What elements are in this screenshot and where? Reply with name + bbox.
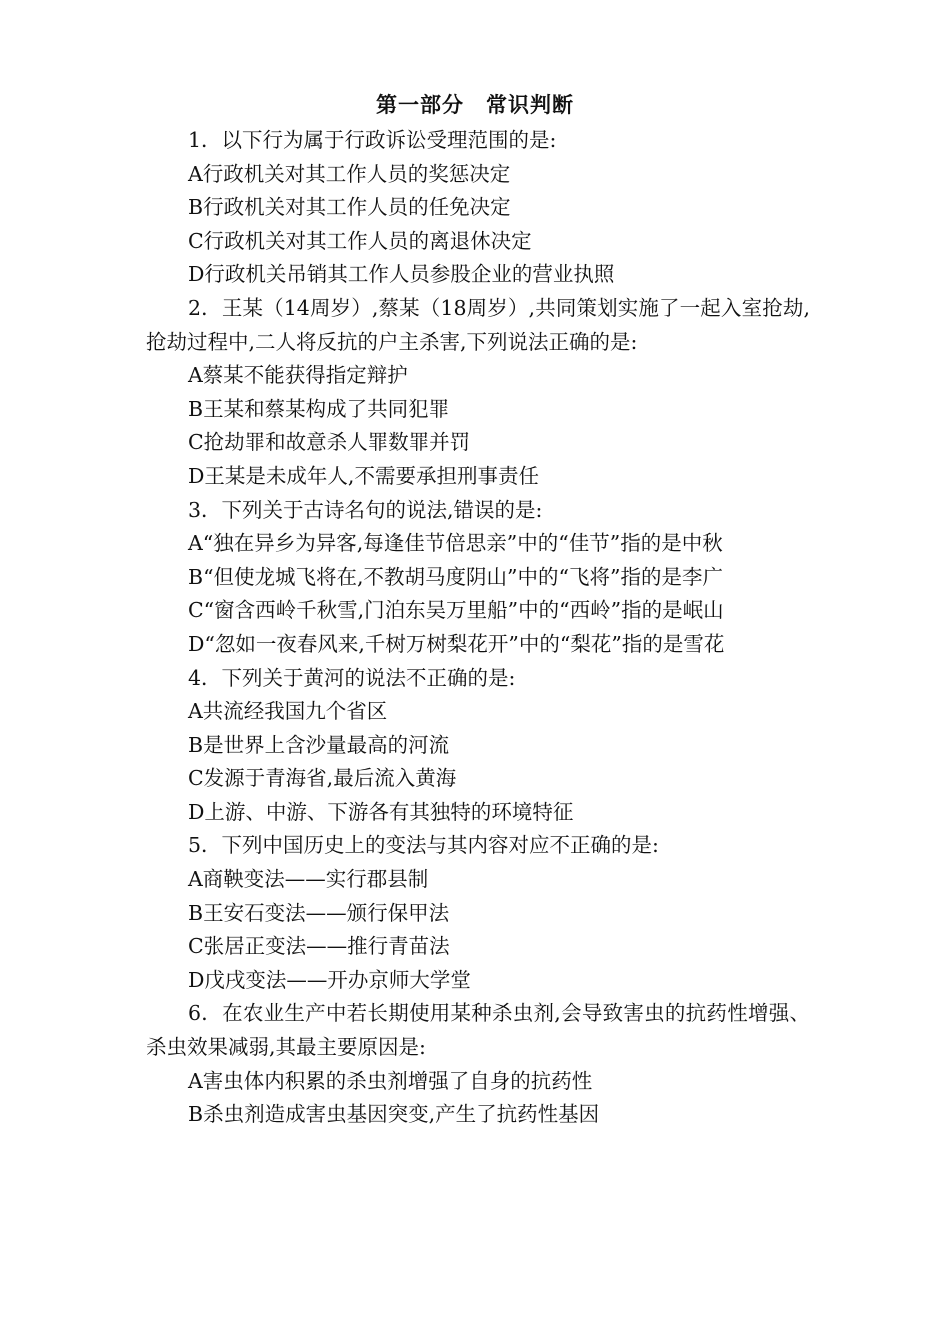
question-1-option-c: C行政机关对其工作人员的离退休决定: [188, 228, 532, 253]
section-title: [0, 88, 950, 122]
question-4-option-b: B是世界上含沙量最高的河流: [188, 732, 450, 757]
question-6-option-b: B杀虫剂造成害虫基因突变,产生了抗药性基因: [188, 1102, 600, 1127]
question-3-stem: 3．下列关于古诗名句的说法,错误的是:: [188, 497, 543, 522]
question-5-option-d: D戊戌变法——开办京师大学堂: [188, 967, 471, 992]
question-5-option-b: B王安石变法——颁行保甲法: [188, 900, 450, 925]
question-5-stem: 5．下列中国历史上的变法与其内容对应不正确的是:: [188, 833, 659, 858]
question-list: [146, 124, 810, 1132]
question-2-option-a: A蔡某不能获得指定辩护: [188, 363, 408, 388]
question-2-option-d: D王某是未成年人,不需要承担刑事责任: [188, 463, 539, 488]
question-1-option-a: A行政机关对其工作人员的奖惩决定: [188, 161, 511, 186]
question-1-option-d: D行政机关吊销其工作人员参股企业的营业执照: [188, 262, 615, 287]
question-4-option-c: C发源于青海省,最后流入黄海: [188, 766, 457, 791]
question-1-stem: 1．以下行为属于行政诉讼受理范围的是:: [188, 128, 557, 152]
question-2-stem: 2．王某（14周岁）,蔡某（18周岁）,共同策划实施了一起入室抢劫,抢劫过程中,二人将反抗的户主杀害,下列说法正确的是:: [146, 295, 810, 354]
section-title-part: 第一部分: [376, 92, 464, 117]
question-2-option-b: B王某和蔡某构成了共同犯罪: [188, 396, 450, 421]
question-4-stem: 4．下列关于黄河的说法不正确的是:: [188, 665, 516, 690]
question-3-option-d: D“忽如一夜春风来,千树万树梨花开”中的“梨花”指的是雪花: [188, 631, 725, 656]
question-6-stem: 6．在农业生产中若长期使用某种杀虫剂,会导致害虫的抗药性增强、杀虫效果减弱,其最主要原因是:: [146, 1001, 810, 1060]
question-2-option-c: C抢劫罪和故意杀人罪数罪并罚: [188, 430, 471, 455]
question-6-option-a: A害虫体内积累的杀虫剂增强了自身的抗药性: [188, 1068, 593, 1093]
question-5-option-a: A商鞅变法——实行郡县制: [188, 867, 429, 892]
question-1-option-b: B行政机关对其工作人员的任免决定: [188, 195, 511, 220]
question-3-option-a: A“独在异乡为异客,每逢佳节倍思亲”中的“佳节”指的是中秋: [188, 531, 723, 556]
question-5-option-c: C张居正变法——推行青苗法: [188, 934, 450, 959]
section-title-name: 常识判断: [486, 92, 574, 117]
question-3-option-c: C“窗含西岭千秋雪,门泊东吴万里船”中的“西岭”指的是岷山: [188, 598, 724, 623]
question-4-option-a: A共流经我国九个省区: [188, 699, 388, 724]
question-4-option-d: D上游、中游、下游各有其独特的环境特征: [188, 799, 574, 824]
question-3-option-b: B“但使龙城飞将在,不教胡马度阴山”中的“飞将”指的是李广: [188, 564, 724, 589]
